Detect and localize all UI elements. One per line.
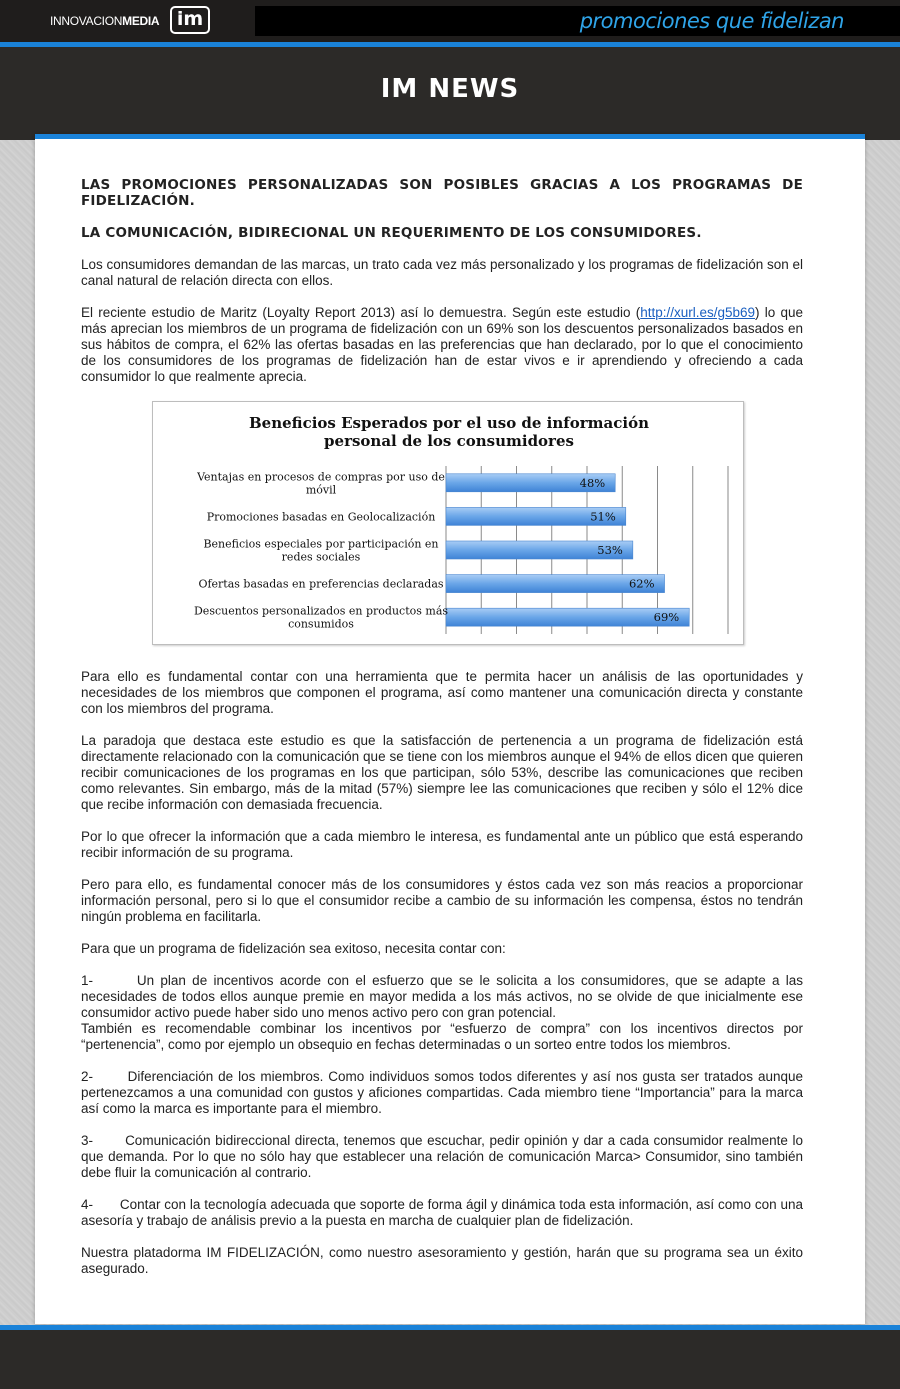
paragraph: Nuestra platadorma IM FIDELIZACIÓN, como nuestro asesoramiento y gestión, harán que su programa sea un éxito asegurado. <box>81 1245 803 1276</box>
category-label: Ventajas en procesos de compras por uso de <box>197 470 445 484</box>
im-logo: im <box>170 6 210 34</box>
category-label: Beneficios especiales por participación en <box>203 537 439 551</box>
category-label: Ofertas basadas en preferencias declaradas <box>198 577 444 591</box>
chart-canvas <box>153 402 745 646</box>
bar-value-label: 51% <box>590 509 616 524</box>
paragraph: Pero para ello, es fundamental conocer más de los consumidores y éstos cada vez son más reacios a proporcionar información personal, pero si lo que el consumidor recibe a cambio de su información les compensa, éstos no tendrán ningún problema en facilitarla. <box>81 877 803 924</box>
article-card <box>35 134 865 1324</box>
category-label: Promociones basadas en Geolocalización <box>206 510 436 524</box>
list-item: 1- Un plan de incentivos acorde con el esfuerzo que se le solicita a los consumidores, que se adapte a las necesidades de todos ellos aunque premie en mayor medida a los más activos, no se olvide de que inicialmente ese consumidor activo puede haber sido uno menos activo pero con gran potencial. También es recomendable combinar los incentivos por “esfuerzo de compra” con los incentivos directos por “pertenencia”, como por ejemplo un obsequio en fechas determinadas o un sorteo entre todos los miembros. <box>81 973 803 1052</box>
bar-value-label: 53% <box>597 543 623 557</box>
article-heading-2: LA COMUNICACIÓN, BIDIRECIONAL UN REQUERIMENTO DE LOS CONSUMIDORES. <box>81 225 702 241</box>
category-label: redes sociales <box>281 550 361 564</box>
category-label: móvil <box>305 483 337 497</box>
list-item: 3- Comunicación bidireccional directa, tenemos que escuchar, pedir opinión y dar a cada consumidor realmente lo que demanda. Por lo que no sólo hay que establecer una relación de comunicación Marca> Consumidor, sino también debe fluir la comunicación al contrario. <box>81 1133 803 1180</box>
article-content <box>81 177 803 1293</box>
bar-value-label: 48% <box>579 475 606 490</box>
paragraph: Para que un programa de fidelización sea exitoso, necesita contar con: <box>81 941 506 956</box>
paragraph: Por lo que ofrecer la información que a cada miembro le interesa, es fundamental ante un público que está esperando recibir información de su programa. <box>81 829 803 860</box>
bar-value-label: 62% <box>628 576 655 591</box>
paragraph: Para ello es fundamental contar con una herramienta que te permita hacer un análisis de las oportunidades y necesidades de los miembros que componen el programa, así como mantener una comunicación directa y constante con los miembros del programa. <box>81 669 803 716</box>
category-label: Descuentos personalizados en productos más <box>193 604 449 618</box>
bar-value-label: 69% <box>653 610 680 625</box>
top-bar <box>0 0 900 42</box>
brand-name: INNOVACIONMEDIA <box>50 14 160 28</box>
slogan: promociones que fidelizan <box>579 9 844 33</box>
paragraph: El reciente estudio de Maritz (Loyalty Report 2013) así lo demuestra. Según este estudio (http://xurl.es/g5b69) lo que más aprecian los miembros de un programa de fidelización con un 69% son los descuentos personalizados basados en sus hábitos de compra, el 62% las ofertas basadas en las preferencias que han declarado, por lo que el conocimiento de los consumidores de los programas de fidelización han de estar vivos e ir aprendiendo y ofreciendo a cada consumidor lo que realmente aprecia. <box>81 305 803 384</box>
benefits-chart <box>152 401 744 645</box>
category-label: consumidos <box>288 617 354 631</box>
footer-band <box>0 1330 900 1389</box>
chart-title: personal de los consumidores <box>324 432 574 450</box>
paragraph: La paradoja que destaca este estudio es que la satisfacción de pertenencia a un programa de fidelización está directamente relacionado con la comunicación que se tiene con los miembros aunque el 94% de ellos dicen que quieren recibir comunicaciones de los programas en los que participan, sólo 53%, describe las comunicaciones que reciben como relevantes. Sin embargo, más de la mitad (57%) siempre lee las comunicaciones que reciben y sólo el 12% dice que recibe información con demasiada frecuencia. <box>81 733 803 812</box>
study-link[interactable]: http://xurl.es/g5b69 <box>640 305 756 320</box>
page-title: IM NEWS <box>380 74 520 104</box>
article-heading-1: LAS PROMOCIONES PERSONALIZADAS SON POSIBLES GRACIAS A LOS PROGRAMAS DE FIDELIZACIÓN. <box>81 177 803 209</box>
list-item: 2- Diferenciación de los miembros. Como individuos somos todos diferentes y así nos gusta ser tratados aunque pertenezcamos a una comunidad con gustos y aficiones compartidas. Cada miembro tiene “Importancia” para la marca así como la marca es importante para el miembro. <box>81 1069 803 1116</box>
chart-title: Beneficios Esperados por el uso de información <box>249 414 649 432</box>
list-item: 4- Contar con la tecnología adecuada que soporte de forma ágil y dinámica toda esta información, así como con una asesoría y trabajo de análisis previo a la puesta en marcha de cualquier plan de fidelización. <box>81 1197 803 1228</box>
paragraph: Los consumidores demandan de las marcas, un trato cada vez más personalizado y los programas de fidelización son el canal natural de relación directa con ellos. <box>81 257 803 288</box>
